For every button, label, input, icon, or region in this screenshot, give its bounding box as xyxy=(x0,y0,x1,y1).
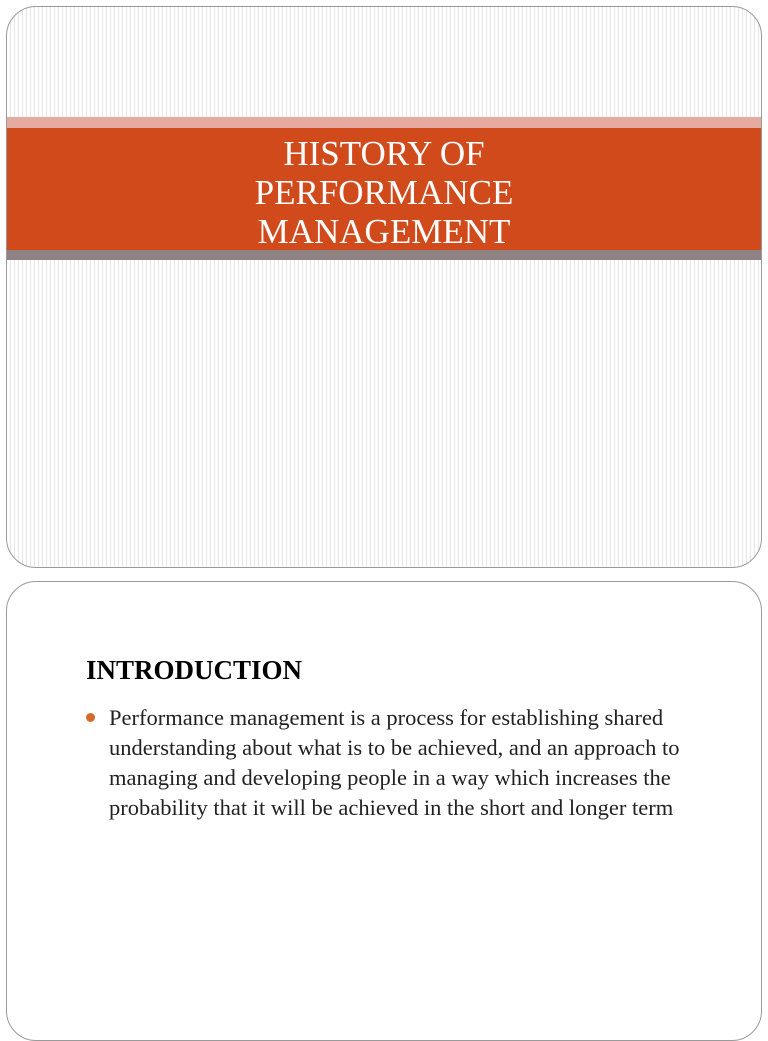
slide-heading: INTRODUCTION xyxy=(86,655,303,685)
bullet-dot-icon xyxy=(86,713,95,722)
title-slide xyxy=(6,6,762,568)
bullet-text: Performance management is a process for establishing shared understanding about what is to be achieved, and an approach to managing and developing people in a way which increases the probability that it will be achieved in the short and longer term xyxy=(109,705,680,820)
title-band xyxy=(7,128,761,250)
list-item xyxy=(86,703,736,823)
title-band-top-stripe xyxy=(7,117,761,128)
slide-title: HISTORY OF PERFORMANCE MANAGEMENT xyxy=(254,133,514,251)
title-band-bottom-stripe xyxy=(7,250,761,260)
introduction-slide xyxy=(6,581,762,1041)
